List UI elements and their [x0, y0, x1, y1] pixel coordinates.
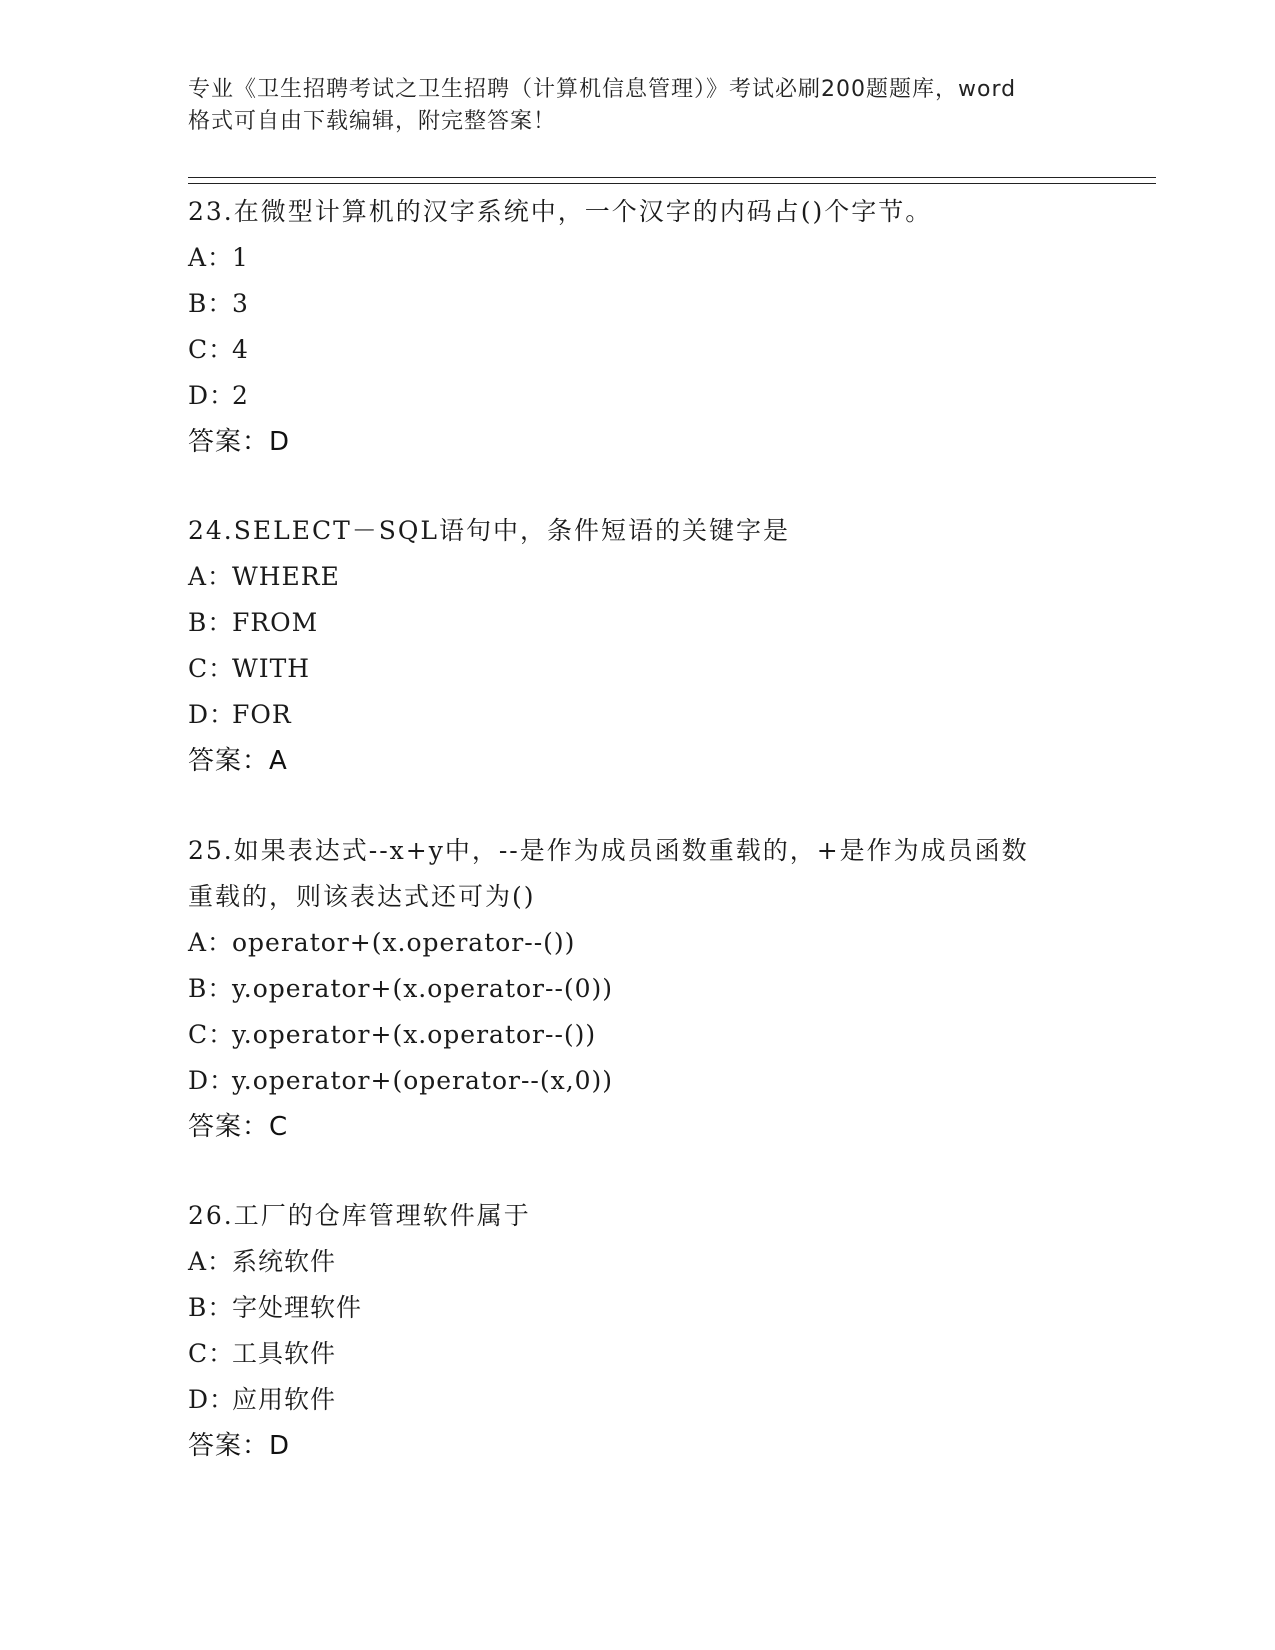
- option-letter: A：: [188, 562, 234, 591]
- option-text: 应用软件: [232, 1385, 337, 1414]
- answer-label: 答案：D: [188, 427, 291, 457]
- header-line-2: 格式可自由下载编辑，附完整答案！: [188, 109, 557, 134]
- option-text: FROM: [232, 608, 319, 637]
- answer-label: 答案：A: [188, 746, 288, 776]
- option-text: 字处理软件: [232, 1293, 363, 1322]
- option-letter: D：: [188, 381, 236, 410]
- option-letter: A：: [188, 243, 234, 272]
- option-d: [188, 1377, 1088, 1423]
- question-24: [188, 508, 1088, 784]
- option-b: [188, 600, 1088, 646]
- option-text: y.operator+(operator--(x,0)): [232, 1066, 614, 1095]
- option-letter: D：: [188, 1066, 236, 1095]
- option-letter: B：: [188, 974, 234, 1003]
- option-text: 3: [232, 289, 249, 318]
- option-text: 1: [232, 243, 249, 272]
- answer-label: 答案：D: [188, 1431, 291, 1461]
- option-a: [188, 235, 1088, 281]
- option-text: y.operator+(x.operator--(0)): [232, 974, 614, 1003]
- option-text: 系统软件: [232, 1247, 337, 1276]
- question-stem-continued: 重载的，则该表达式还可为(): [188, 882, 536, 911]
- option-a: [188, 1239, 1088, 1285]
- option-text: 2: [232, 381, 249, 410]
- question-23: [188, 189, 1088, 465]
- header-divider-top: [188, 177, 1156, 178]
- option-letter: A：: [188, 928, 234, 957]
- question-stem: 26.工厂的仓库管理软件属于: [188, 1201, 531, 1230]
- option-c: [188, 327, 1088, 373]
- option-letter: D：: [188, 700, 236, 729]
- option-text: 4: [232, 335, 249, 364]
- option-b: [188, 1285, 1088, 1331]
- option-d: [188, 692, 1088, 738]
- option-b: [188, 281, 1088, 327]
- option-text: WHERE: [232, 562, 340, 591]
- option-text: operator+(x.operator--()): [232, 928, 576, 957]
- option-d: [188, 1058, 1088, 1104]
- question-26: [188, 1193, 1088, 1469]
- option-letter: C：: [188, 335, 235, 364]
- option-letter: C：: [188, 654, 235, 683]
- option-c: [188, 1012, 1088, 1058]
- option-text: 工具软件: [232, 1339, 337, 1368]
- question-stem: 25.如果表达式--x+y中，--是作为成员函数重载的，+是作为成员函数: [188, 836, 1029, 865]
- option-a: [188, 554, 1088, 600]
- option-c: [188, 1331, 1088, 1377]
- option-letter: B：: [188, 289, 234, 318]
- option-letter: B：: [188, 1293, 234, 1322]
- option-a: [188, 920, 1088, 966]
- option-text: y.operator+(x.operator--()): [232, 1020, 597, 1049]
- question-stem: 24.SELECT－SQL语句中，条件短语的关键字是: [188, 516, 791, 545]
- option-letter: D：: [188, 1385, 236, 1414]
- option-letter: B：: [188, 608, 234, 637]
- header-divider-bottom: [188, 183, 1156, 184]
- question-25: [188, 828, 1088, 1150]
- option-letter: C：: [188, 1020, 235, 1049]
- option-d: [188, 373, 1088, 419]
- answer-label: 答案：C: [188, 1112, 289, 1142]
- option-b: [188, 966, 1088, 1012]
- option-text: WITH: [232, 654, 311, 683]
- option-c: [188, 646, 1088, 692]
- option-letter: C：: [188, 1339, 235, 1368]
- option-letter: A：: [188, 1247, 234, 1276]
- option-text: FOR: [232, 700, 292, 729]
- question-stem: 23.在微型计算机的汉字系统中，一个汉字的内码占()个字节。: [188, 197, 933, 226]
- header-line-1: 专业《卫生招聘考试之卫生招聘（计算机信息管理）》考试必刷200题题库，word: [188, 77, 1017, 102]
- document-header: [188, 74, 1088, 138]
